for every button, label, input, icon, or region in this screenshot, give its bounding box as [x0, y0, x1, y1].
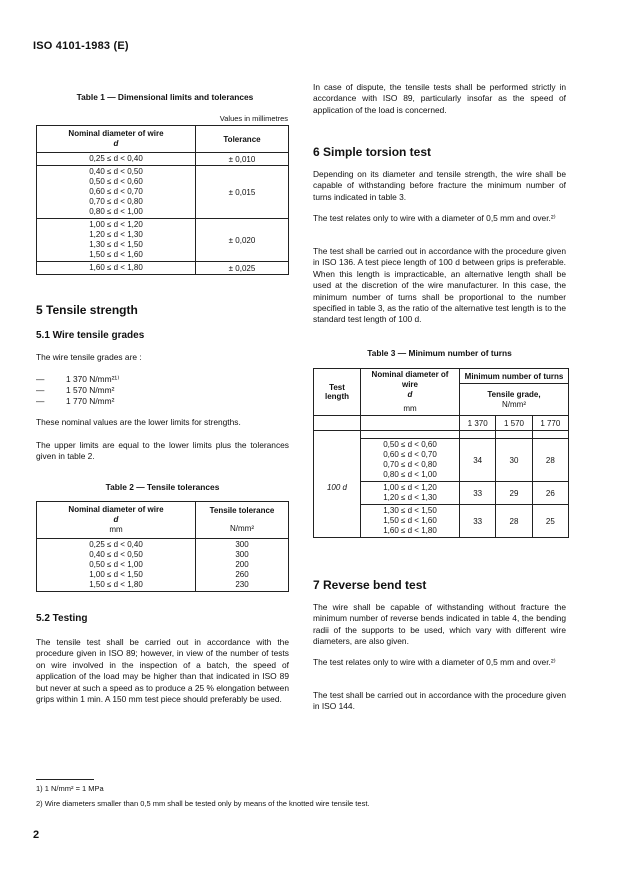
table3-value-cell: 25 — [532, 505, 568, 538]
table2-body — [37, 539, 289, 592]
section51-upper-para: The upper limits are equal to the lower limits plus the tolerances given in table 2. — [36, 440, 289, 462]
table3-test-length-cell: 100 d — [314, 439, 361, 538]
table3-grade-1370: 1 370 — [460, 416, 496, 431]
table3-diameter-cell: 0,50 ≤ d < 0,60 0,60 ≤ d < 0,70 0,70 ≤ d < 0,80 0,80 ≤ d < 1,00 — [361, 439, 460, 482]
document-id: ISO 4101-1983 (E) — [33, 40, 129, 52]
section51-intro: The wire tensile grades are : — [36, 352, 142, 362]
table1 — [36, 125, 289, 275]
table1-caption: Table 1 — Dimensional limits and tolerances — [76, 92, 254, 102]
section6-heading: 6 Simple torsion test — [313, 145, 432, 159]
table1-col-tolerance-header: Tolerance — [196, 126, 289, 153]
table3-grade-1770: 1 770 — [532, 416, 568, 431]
table1-unit-note: Values in millimetres — [219, 114, 288, 123]
table1-diameter-cell: 0,40 ≤ d < 0,50 0,50 ≤ d < 0,60 0,60 ≤ d < 0,70 0,70 ≤ d < 0,80 0,80 ≤ d < 1,00 — [37, 166, 196, 219]
list-item: — 1 370 N/mm²¹⁾ — [36, 374, 120, 384]
table3-value-cell: 26 — [532, 482, 568, 505]
section6-para2: The test relates only to wire with a diameter of 0,5 mm and over.²⁾ — [313, 213, 556, 223]
table2-col-diameter-header: Nominal diameter of wire d mm — [37, 502, 196, 539]
table2-diameter-cell: 0,25 ≤ d < 0,40 0,40 ≤ d < 0,50 0,50 ≤ d < 1,00 1,00 ≤ d < 1,50 1,50 ≤ d < 1,80 — [37, 539, 196, 592]
table1-tolerance-cell: ± 0,020 — [196, 219, 289, 262]
table1-tolerance-cell: ± 0,010 — [196, 153, 289, 166]
table3-value-cell: 34 — [460, 439, 496, 482]
table3-grade-1570: 1 570 — [496, 416, 532, 431]
table3-col-min-turns-header: Minimum number of turns — [460, 369, 569, 384]
table3-group-1 — [314, 439, 569, 482]
table3-value-cell: 28 — [496, 505, 532, 538]
section51-heading: 5.1 Wire tensile grades — [36, 330, 145, 341]
table3-col-diameter-header: Nominal diameter of wire d mm — [361, 369, 460, 416]
table2-col-tolerance-header: Tensile tolerance N/mm² — [196, 502, 289, 539]
table2 — [36, 501, 289, 592]
table1-col-diameter-header: Nominal diameter of wire d — [37, 126, 196, 153]
table1-diameter-cell: 1,60 ≤ d < 1,80 — [37, 262, 196, 275]
footnote-divider — [36, 779, 94, 780]
list-item: — 1 770 N/mm² — [36, 396, 115, 406]
table3-col-grade-header: Tensile grade, N/mm² — [460, 384, 569, 416]
tensile-grades-list — [36, 374, 289, 407]
section6-para3: The test shall be carried out in accordance with the procedure given in ISO 136. A test piece length of 100 d between grips is preferable. When this length is impracticable, an alternative length shall be used at the discretion of the wire manufacturer. In this case, the minimum number of turns shall be proportional to the number specified in table 3, as the ratio of the alternative test length is to the standard test length of 100 d. — [313, 246, 566, 325]
table1-tolerance-cell: ± 0,025 — [196, 262, 289, 275]
section52-heading: 5.2 Testing — [36, 613, 88, 624]
table3-value-cell: 33 — [460, 482, 496, 505]
table1-diameter-cell: 1,00 ≤ d < 1,20 1,20 ≤ d < 1,30 1,30 ≤ d < 1,50 1,50 ≤ d < 1,60 — [37, 219, 196, 262]
section7-para1: The wire shall be capable of withstanding without fracture the minimum number of reverse bends indicated in table 4, the bending radii of the supports to be used, which vary with different wire diameters, are also given. — [313, 602, 566, 647]
list-item: — 1 570 N/mm² — [36, 385, 115, 395]
table2-caption: Table 2 — Tensile tolerances — [105, 482, 220, 492]
table3-diameter-cell: 1,00 ≤ d < 1,20 1,20 ≤ d < 1,30 — [361, 482, 460, 505]
table3 — [313, 368, 569, 538]
table1-group-4 — [37, 262, 289, 275]
table3-value-cell: 33 — [460, 505, 496, 538]
table3-value-cell: 29 — [496, 482, 532, 505]
table3-value-cell: 28 — [532, 439, 568, 482]
section5-heading: 5 Tensile strength — [36, 303, 138, 317]
table1-diameter-cell: 0,25 ≤ d < 0,40 — [37, 153, 196, 166]
table1-group-1 — [37, 153, 289, 166]
page-number: 2 — [33, 829, 40, 841]
table1-tolerance-cell: ± 0,015 — [196, 166, 289, 219]
section6-para1: Depending on its diameter and tensile strength, the wire shall be capable of withstanding before fracture the minimum number of turns indicated in table 3. — [313, 169, 566, 202]
footnote-2: 2) Wire diameters smaller than 0,5 mm shall be tested only by means of the knotted wire tensile test. — [36, 799, 370, 808]
section7-heading: 7 Reverse bend test — [313, 578, 427, 592]
section52-para: The tensile test shall be carried out in accordance with the procedure given in ISO 89; however, in view of the number of tests on wire involved in the inspection of a batch, the speed of application of the load may be higher than that indicated in ISO 89 but never at such a speed as to produce a 25 % elongation between grips within 1 min. A 150 mm test piece should preferably be used. — [36, 637, 289, 705]
table3-diameter-cell: 1,30 ≤ d < 1,50 1,50 ≤ d < 1,60 1,60 ≤ d < 1,80 — [361, 505, 460, 538]
table3-col-test-length-header: Test length — [314, 369, 361, 416]
table1-group-2 — [37, 166, 289, 219]
section51-nominal-para: These nominal values are the lower limits for strengths. — [36, 417, 241, 427]
table1-group-3 — [37, 219, 289, 262]
table2-tolerance-cell: 300 300 200 260 230 — [196, 539, 289, 592]
dispute-para: In case of dispute, the tensile tests shall be performed strictly in accordance with ISO 89, particularly insofar as the speed of application of the load is concerned. — [313, 82, 566, 115]
footnote-1: 1) 1 N/mm² = 1 MPa — [36, 784, 104, 793]
section7-para2: The test relates only to wire with a diameter of 0,5 mm and over.²⁾ — [313, 657, 556, 667]
table3-caption: Table 3 — Minimum number of turns — [367, 348, 512, 358]
section7-para3: The test shall be carried out in accordance with the procedure given in ISO 144. — [313, 690, 566, 712]
table3-value-cell: 30 — [496, 439, 532, 482]
